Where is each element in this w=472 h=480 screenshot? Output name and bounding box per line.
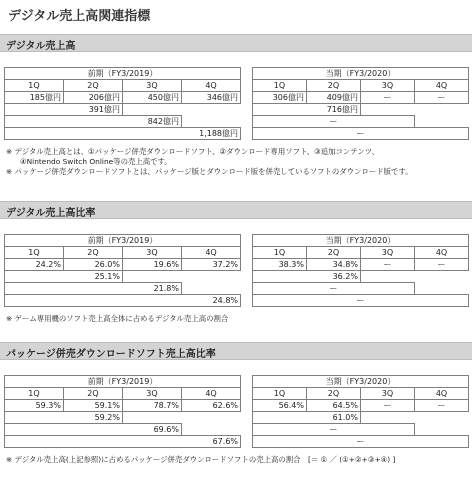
quarterly-value-cell: 26.0% xyxy=(64,259,123,271)
quarterly-value-cell: 450億円 xyxy=(123,92,182,104)
curr-table xyxy=(252,234,469,307)
section-title: パッケージ併売ダウンロードソフト売上高比率 xyxy=(6,349,216,360)
quarter-header-cell: 2Q xyxy=(64,80,123,92)
quarter-header-cell: 4Q xyxy=(415,388,469,400)
quarter-header-cell: 3Q xyxy=(361,80,415,92)
quarter-header-cell: 4Q xyxy=(415,247,469,259)
h1-value-cell: 25.1% xyxy=(5,271,123,283)
quarter-header-cell: 4Q xyxy=(182,80,241,92)
quarterly-value-cell: 185億円 xyxy=(5,92,64,104)
prev-table xyxy=(4,67,241,140)
blank-cell xyxy=(415,283,469,295)
fy-header-cell: 当期（FY3/2020） xyxy=(253,235,469,247)
full-year-row xyxy=(5,295,241,307)
quarterly-value-cell: ー xyxy=(415,259,469,271)
quarter-header-row xyxy=(253,388,469,400)
q1-3-value-cell: 842億円 xyxy=(5,116,182,128)
q1-3-value-cell: 21.8% xyxy=(5,283,182,295)
h1-row xyxy=(5,412,241,424)
q1-3-row xyxy=(5,283,241,295)
fy-header-cell: 前期（FY3/2019） xyxy=(5,68,241,80)
fy-header-cell: 当期（FY3/2020） xyxy=(253,68,469,80)
section-header xyxy=(0,342,472,360)
section-header xyxy=(0,34,472,52)
fy-header-row xyxy=(5,235,241,247)
quarterly-value-cell: ー xyxy=(361,92,415,104)
quarterly-value-row xyxy=(253,92,469,104)
fy-header-row xyxy=(253,68,469,80)
quarterly-value-cell: 78.7% xyxy=(123,400,182,412)
blank-cell xyxy=(182,116,241,128)
h1-row xyxy=(253,271,469,283)
full-year-value-cell: 24.8% xyxy=(5,295,241,307)
footnote: ※ デジタル売上高とは、①パッケージ併売ダウンロードソフト、②ダウンロード専用ソフト、③追加コンテンツ、 xyxy=(6,147,379,156)
quarterly-value-cell: 59.3% xyxy=(5,400,64,412)
h1-row xyxy=(253,412,469,424)
quarter-header-cell: 1Q xyxy=(5,80,64,92)
footnote: ※ デジタル売上高(上記参照)に占めるパッケージ併売ダウンロードソフトの売上高の割合 [＝ ① ／ (①+②+③+④) ] xyxy=(6,455,396,464)
fy-header-row xyxy=(5,68,241,80)
quarterly-value-cell: ー xyxy=(415,400,469,412)
full-year-value-cell: ー xyxy=(253,128,469,140)
full-year-value-cell: ー xyxy=(253,295,469,307)
quarterly-value-row xyxy=(5,92,241,104)
quarterly-value-cell: 64.5% xyxy=(307,400,361,412)
footnote: ④Nintendo Switch Online等の売上高です。 xyxy=(20,157,172,166)
full-year-row xyxy=(253,436,469,448)
h1-value-cell: 36.2% xyxy=(253,271,361,283)
full-year-row xyxy=(253,295,469,307)
blank-cell xyxy=(361,271,469,283)
quarterly-value-cell: ー xyxy=(415,92,469,104)
quarter-header-cell: 1Q xyxy=(5,388,64,400)
curr-table xyxy=(252,375,469,448)
blank-cell xyxy=(182,283,241,295)
quarterly-value-cell: 38.3% xyxy=(253,259,307,271)
full-year-value-cell: ー xyxy=(253,436,469,448)
quarterly-value-cell: 19.6% xyxy=(123,259,182,271)
quarterly-value-cell: 346億円 xyxy=(182,92,241,104)
quarter-header-row xyxy=(253,80,469,92)
h1-value-cell: 716億円 xyxy=(253,104,361,116)
quarterly-value-cell: 59.1% xyxy=(64,400,123,412)
h1-row xyxy=(253,104,469,116)
full-year-value-cell: 67.6% xyxy=(5,436,241,448)
quarter-header-cell: 3Q xyxy=(361,388,415,400)
quarter-header-cell: 3Q xyxy=(123,80,182,92)
quarter-header-cell: 1Q xyxy=(253,80,307,92)
quarter-header-row xyxy=(5,80,241,92)
curr-table xyxy=(252,67,469,140)
h1-row xyxy=(5,271,241,283)
quarterly-value-row xyxy=(253,259,469,271)
quarter-header-cell: 2Q xyxy=(64,247,123,259)
section-header xyxy=(0,201,472,219)
quarterly-value-cell: 409億円 xyxy=(307,92,361,104)
blank-cell xyxy=(182,424,241,436)
blank-cell xyxy=(123,412,241,424)
footnote: ※ パッケージ併売ダウンロードソフトとは、パッケージ版とダウンロード版を併売しているソフトのダウンロード版です。 xyxy=(6,167,413,176)
blank-cell xyxy=(361,412,469,424)
quarterly-value-cell: 56.4% xyxy=(253,400,307,412)
full-year-row xyxy=(5,436,241,448)
q1-3-value-cell: ー xyxy=(253,283,415,295)
quarterly-value-cell: 306億円 xyxy=(253,92,307,104)
quarter-header-cell: 4Q xyxy=(182,247,241,259)
quarterly-value-cell: 34.8% xyxy=(307,259,361,271)
fy-header-cell: 当期（FY3/2020） xyxy=(253,376,469,388)
quarter-header-cell: 3Q xyxy=(123,247,182,259)
quarter-header-row xyxy=(253,247,469,259)
fy-header-row xyxy=(5,376,241,388)
quarter-header-cell: 3Q xyxy=(123,388,182,400)
blank-cell xyxy=(415,116,469,128)
q1-3-row xyxy=(253,424,469,436)
h1-value-cell: 61.0% xyxy=(253,412,361,424)
quarter-header-cell: 2Q xyxy=(307,80,361,92)
section-title: デジタル売上高 xyxy=(6,41,76,52)
quarterly-value-cell: 62.6% xyxy=(182,400,241,412)
quarter-header-cell: 1Q xyxy=(253,247,307,259)
fy-header-cell: 前期（FY3/2019） xyxy=(5,235,241,247)
blank-cell xyxy=(123,271,241,283)
quarter-header-cell: 4Q xyxy=(182,388,241,400)
section-title: デジタル売上高比率 xyxy=(6,208,96,219)
fy-header-row xyxy=(253,235,469,247)
quarterly-value-row xyxy=(253,400,469,412)
quarterly-value-cell: ー xyxy=(361,400,415,412)
blank-cell xyxy=(361,104,469,116)
full-year-row xyxy=(5,128,241,140)
quarterly-value-cell: 24.2% xyxy=(5,259,64,271)
prev-table xyxy=(4,234,241,307)
h1-value-cell: 59.2% xyxy=(5,412,123,424)
quarter-header-cell: 2Q xyxy=(307,247,361,259)
quarter-header-row xyxy=(5,388,241,400)
quarterly-value-cell: 37.2% xyxy=(182,259,241,271)
quarter-header-cell: 4Q xyxy=(415,80,469,92)
q1-3-row xyxy=(253,116,469,128)
footnote: ※ ゲーム専用機のソフト売上高全体に占めるデジタル売上高の割合 xyxy=(6,314,229,323)
fy-header-cell: 前期（FY3/2019） xyxy=(5,376,241,388)
blank-cell xyxy=(123,104,241,116)
prev-table xyxy=(4,375,241,448)
q1-3-value-cell: ー xyxy=(253,424,415,436)
h1-value-cell: 391億円 xyxy=(5,104,123,116)
q1-3-row xyxy=(5,116,241,128)
quarterly-value-row xyxy=(5,259,241,271)
quarterly-value-cell: 206億円 xyxy=(64,92,123,104)
q1-3-value-cell: ー xyxy=(253,116,415,128)
quarter-header-row xyxy=(5,247,241,259)
fy-header-row xyxy=(253,376,469,388)
quarter-header-cell: 3Q xyxy=(361,247,415,259)
blank-cell xyxy=(415,424,469,436)
full-year-row xyxy=(253,128,469,140)
quarter-header-cell: 1Q xyxy=(253,388,307,400)
h1-row xyxy=(5,104,241,116)
q1-3-row xyxy=(5,424,241,436)
q1-3-row xyxy=(253,283,469,295)
quarter-header-cell: 1Q xyxy=(5,247,64,259)
quarterly-value-cell: ー xyxy=(361,259,415,271)
quarter-header-cell: 2Q xyxy=(307,388,361,400)
page-title: デジタル売上高関連指標 xyxy=(8,9,151,24)
quarter-header-cell: 2Q xyxy=(64,388,123,400)
full-year-value-cell: 1,188億円 xyxy=(5,128,241,140)
quarterly-value-row xyxy=(5,400,241,412)
q1-3-value-cell: 69.6% xyxy=(5,424,182,436)
